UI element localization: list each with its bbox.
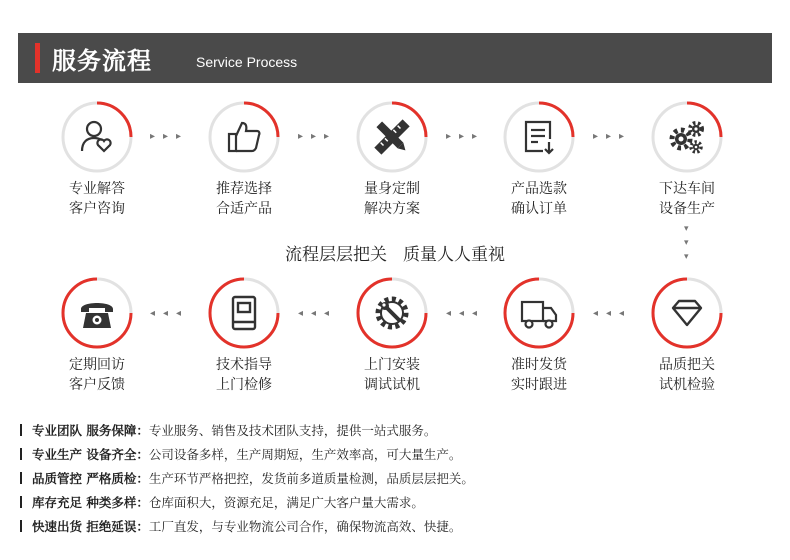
section-title: 服务流程	[52, 47, 152, 75]
arrow-left: ◂◂◂	[446, 308, 486, 319]
features-list	[20, 419, 474, 539]
arrow-right: ▸▸▸	[298, 131, 338, 142]
step-label: 推荐选择 合适产品	[216, 181, 272, 217]
slogan: 流程层层把关 质量人人重视	[285, 245, 505, 265]
pencil-ruler-icon	[372, 117, 412, 157]
arrow-right: ▸▸▸	[593, 131, 633, 142]
step-circle	[653, 103, 721, 171]
delivery-truck-icon	[519, 293, 559, 333]
wrench-gear-icon	[372, 293, 412, 333]
arrow-down: ▾ ▾ ▾	[684, 224, 689, 262]
step-circle	[505, 103, 573, 171]
step-circle	[63, 103, 131, 171]
step-circle	[210, 279, 278, 347]
feature-item: 快速出货 拒绝延误：工厂直发，与专业物流公司合作，确保物流高效、快捷。	[20, 515, 474, 539]
accent-bar	[35, 43, 40, 73]
step-circle	[358, 103, 426, 171]
step-label: 定期回访 客户反馈	[69, 357, 125, 393]
step-circle	[63, 279, 131, 347]
telephone-icon	[77, 293, 117, 333]
step-label: 专业解答 客户咨询	[69, 181, 125, 217]
step-circle	[653, 279, 721, 347]
arrow-left: ◂◂◂	[298, 308, 338, 319]
manual-book-icon	[224, 293, 264, 333]
step-label: 技术指导 上门检修	[216, 357, 272, 393]
step-circle	[210, 103, 278, 171]
arrow-right: ▸▸▸	[150, 131, 190, 142]
feature-item: 专业团队 服务保障：专业服务、销售及技术团队支持，提供一站式服务。	[20, 419, 474, 443]
user-heart-icon	[77, 117, 117, 157]
arrow-right: ▸▸▸	[446, 131, 486, 142]
step-label: 上门安装 调试试机	[364, 357, 420, 393]
step-label: 准时发货 实时跟进	[511, 357, 567, 393]
section-subtitle: Service Process	[196, 54, 298, 70]
thumbs-up-icon	[224, 117, 264, 157]
gears-icon	[667, 117, 707, 157]
section-header	[18, 33, 772, 83]
step-label: 下达车间 设备生产	[659, 181, 715, 217]
arrow-left: ◂◂◂	[593, 308, 633, 319]
feature-item: 专业生产 设备齐全：公司设备多样，生产周期短，生产效率高，可大量生产。	[20, 443, 474, 467]
step-label: 品质把关 试机检验	[659, 357, 715, 393]
diamond-icon	[667, 293, 707, 333]
step-label: 量身定制 解决方案	[364, 181, 420, 217]
arrow-left: ◂◂◂	[150, 308, 190, 319]
step-circle	[358, 279, 426, 347]
step-label: 产品选款 确认订单	[511, 181, 567, 217]
step-circle	[505, 279, 573, 347]
feature-item: 品质管控 严格质检：生产环节严格把控，发货前多道质量检测，品质层层把关。	[20, 467, 474, 491]
feature-item: 库存充足 种类多样：仓库面积大，资源充足，满足广大客户量大需求。	[20, 491, 474, 515]
order-form-icon	[519, 117, 559, 157]
